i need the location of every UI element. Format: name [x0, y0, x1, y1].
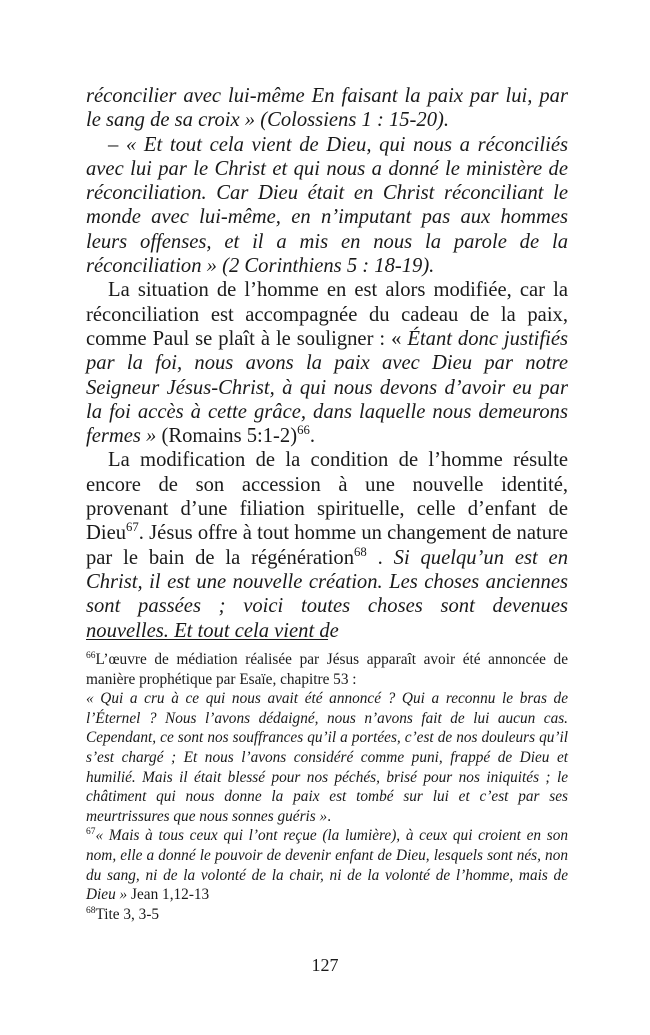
main-text: [86, 84, 568, 643]
footnote-68: [86, 905, 568, 925]
john-quote: « Mais à tous ceux qui l’ont reçue (la lumière), à ceux qui croient en son nom, elle a donné le pouvoir de devenir enfant de Dieu, lesquels sont nés, non du sang, ni de la volonté de la chair, ni de la volonté de l’homme, mais de Dieu »: [86, 827, 568, 904]
footnotes: [86, 650, 568, 924]
footnote-66-end: .: [327, 807, 332, 825]
romans-reference: (Romains 5:1-2): [156, 425, 298, 448]
paragraph-4: [86, 448, 568, 642]
footnote-ref-68: 68: [354, 544, 367, 559]
footnote-ref-66: 66: [297, 423, 310, 438]
footnote-mark-66: 66: [86, 650, 96, 661]
paragraph-4-text: La modification de la condition de l’homme résulte encore de son accession à une nouvelle identité, provenant d’une filiation spirituelle, celle d’enfant de Dieu: [86, 449, 568, 545]
paragraph-4-text-3: .: [366, 546, 394, 569]
footnote-66: [86, 650, 568, 826]
footnote-67: [86, 826, 568, 904]
corinthians-quote: – « Et tout cela vient de Dieu, qui nous a réconciliés avec lui par le Christ et qui nous a donné le ministère de réconciliation. Car Dieu était en Christ réconciliant le monde avec lui-même, en n’imputant pas aux hommes leurs offenses, et il a mis en nous la parole de la réconciliation » (2 Corinthiens 5 : 18-19).: [86, 133, 568, 278]
footnote-mark-67: 67: [86, 827, 96, 838]
page-number: 127: [311, 955, 339, 975]
paragraph-1: [86, 84, 568, 133]
romans-quote: Étant donc justifiés par la foi, nous avons la paix avec Dieu par notre Seigneur Jésus-Christ, à qui nous devons d’avoir eu par la foi accès à cette grâce, dans laquelle nous demeurons fermes »: [86, 327, 568, 448]
footnote-ref-67: 67: [126, 520, 139, 535]
footnote-mark-68: 68: [86, 905, 96, 916]
paragraph-2: [86, 133, 568, 279]
footnote-separator: [86, 639, 328, 640]
isaiah-quote: « Qui a cru à ce qui nous avait été annoncé ? Qui a reconnu le bras de l’Éternel ? Nous l’avons dédaigné, nous n’avons fait de lui aucun cas. Cependant, ce sont nos souffrances qu’il a portées, c’est de nos douleurs qu’il s’est chargé ; Et nous l’avons considéré comme puni, frappé de Dieu et humilié. Mais il était blessé pour nos péchés, brisé pour nos iniquités ; le châtiment qui nous donne la paix est tombé sur lui et c’est par ses meurtrissures que nous sonnes guéris »: [86, 690, 568, 825]
colossians-quote: réconcilier avec lui-même En faisant la paix par lui, par le sang de sa croix » (Colossiens 1 : 15-20).: [86, 85, 568, 132]
paragraph-4-text-2: . Jésus offre à tout homme un changement de nature par le bain de la régénération: [86, 522, 568, 569]
titus-reference: Tite 3, 3-5: [95, 905, 160, 923]
footnote-66-text: L’œuvre de médiation réalisée par Jésus apparaît avoir été annoncée de manière prophétique par Esaïe, chapitre 53 :: [86, 651, 568, 688]
john-reference: Jean 1,12-13: [127, 886, 210, 904]
paragraph-3-text: La situation de l’homme en est alors modifiée, car la réconciliation est accompagnée du cadeau de la paix, comme Paul se plaît à le souligner : «: [86, 279, 568, 350]
new-creation-quote: Si quelqu’un est en Christ, il est une nouvelle création. Les choses anciennes sont passées ; voici toutes choses sont devenues nouvelles. Et tout cela vient de: [86, 546, 568, 642]
paragraph-3: [86, 278, 568, 448]
paragraph-3-end: .: [309, 425, 315, 448]
